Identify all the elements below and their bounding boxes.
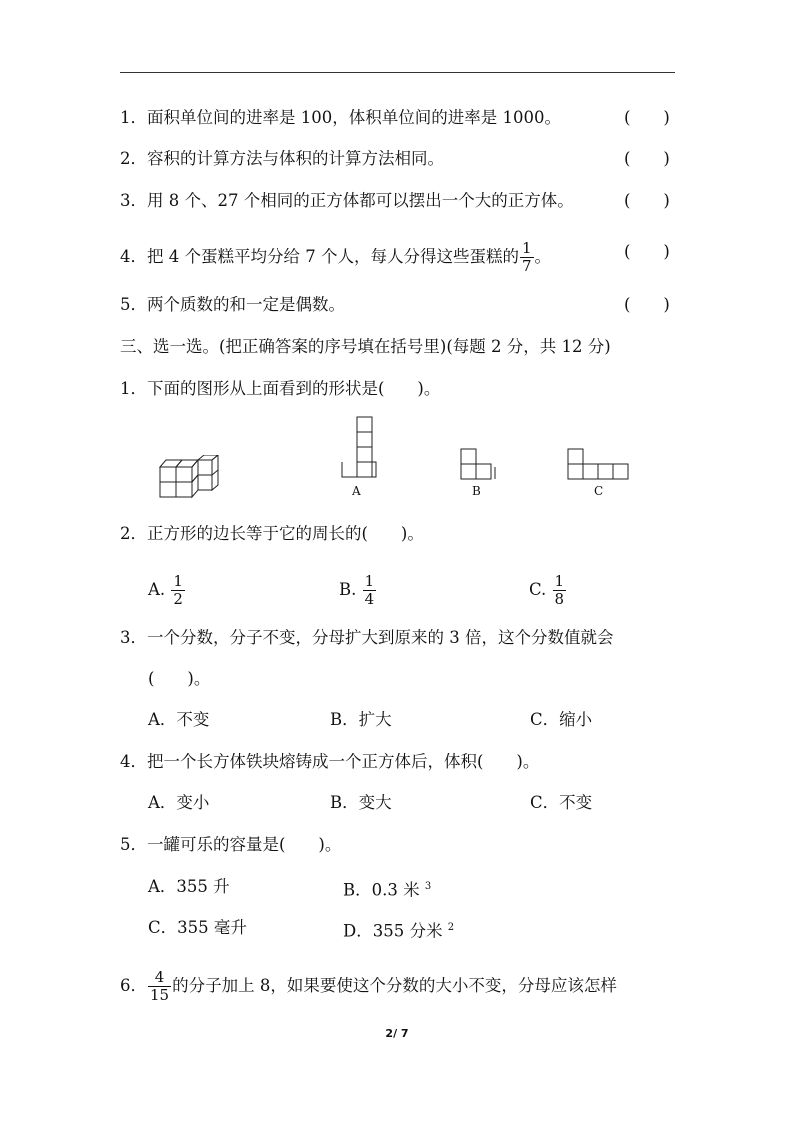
answer-paren-5[interactable]: ( ) <box>624 295 670 314</box>
judge-item-2: 2．容积的计算方法与体积的计算方法相同。 <box>120 149 444 168</box>
fraction: $\frac{1}{7}$ <box>521 239 532 275</box>
answer-paren-2[interactable]: ( ) <box>624 149 670 168</box>
option-2c[interactable]: C. $\frac{1}{8}$ <box>529 572 565 608</box>
fraction: $\frac{1}{8}$ <box>554 572 565 608</box>
option-5c[interactable]: C．355 毫升 <box>148 918 247 937</box>
option-3c[interactable]: C．缩小 <box>530 710 593 729</box>
header-rule <box>120 72 675 73</box>
option-5a[interactable]: A．355 升 <box>148 877 230 896</box>
judge-item-1: 1．面积单位间的进率是 100，体积单位间的进率是 1000。 <box>120 108 561 127</box>
judge-item-4: 4．把 4 个蛋糕平均分给 7 个人，每人分得这些蛋糕的 $\frac{1}{7}$ 。 <box>120 239 552 275</box>
page-number: 2/ 7 <box>385 1027 409 1040</box>
question-6: 6． $\frac{4}{15}$ 的分子加上 8，如果要使这个分数的大小不变，分母应该怎样 <box>120 968 617 1004</box>
option-5d[interactable]: D．355 分米 $^2$ <box>343 921 455 941</box>
option-2a[interactable]: A. $\frac{1}{2}$ <box>148 572 183 608</box>
option-3a[interactable]: A．不变 <box>148 710 210 729</box>
option-c-figure <box>566 447 632 481</box>
question-3-line2[interactable]: ( )。 <box>148 669 211 688</box>
section-title: 三、选一选。(把正确答案的序号填在括号里)(每题 2 分，共 12 分) <box>120 337 611 356</box>
option-b-figure <box>459 447 497 481</box>
question-1: 1．下面的图形从上面看到的形状是( )。 <box>120 379 441 398</box>
label-c: C <box>594 484 604 498</box>
option-4b[interactable]: B．变大 <box>330 793 392 812</box>
answer-paren-4[interactable]: ( ) <box>624 242 670 261</box>
option-3b[interactable]: B．扩大 <box>330 710 392 729</box>
cube-stack-figure <box>158 455 220 500</box>
fraction: $\frac{4}{15}$ <box>150 968 170 1004</box>
question-4: 4．把一个长方体铁块熔铸成一个正方体后，体积( )。 <box>120 752 540 771</box>
option-2b[interactable]: B. $\frac{1}{4}$ <box>339 572 375 608</box>
question-3-line1: 3．一个分数，分子不变，分母扩大到原来的 3 倍，这个分数值就会 <box>120 628 614 647</box>
option-4a[interactable]: A．变小 <box>148 793 210 812</box>
answer-paren-3[interactable]: ( ) <box>624 191 670 210</box>
fraction: $\frac{1}{2}$ <box>173 572 183 608</box>
judge-item-5: 5．两个质数的和一定是偶数。 <box>120 295 345 314</box>
option-a-figure <box>340 415 378 479</box>
fraction: $\frac{1}{4}$ <box>364 572 375 608</box>
question-5: 5．一罐可乐的容量是( )。 <box>120 835 342 854</box>
label-a: A <box>352 484 361 498</box>
question-2: 2．正方形的边长等于它的周长的( )。 <box>120 524 424 543</box>
judge-item-3: 3．用 8 个、27 个相同的正方体都可以摆出一个大的正方体。 <box>120 191 574 210</box>
answer-paren-1[interactable]: ( ) <box>624 108 670 127</box>
option-5b[interactable]: B．0.3 米 $^3$ <box>343 880 432 900</box>
label-b: B <box>472 484 481 498</box>
option-4c[interactable]: C．不变 <box>530 793 593 812</box>
